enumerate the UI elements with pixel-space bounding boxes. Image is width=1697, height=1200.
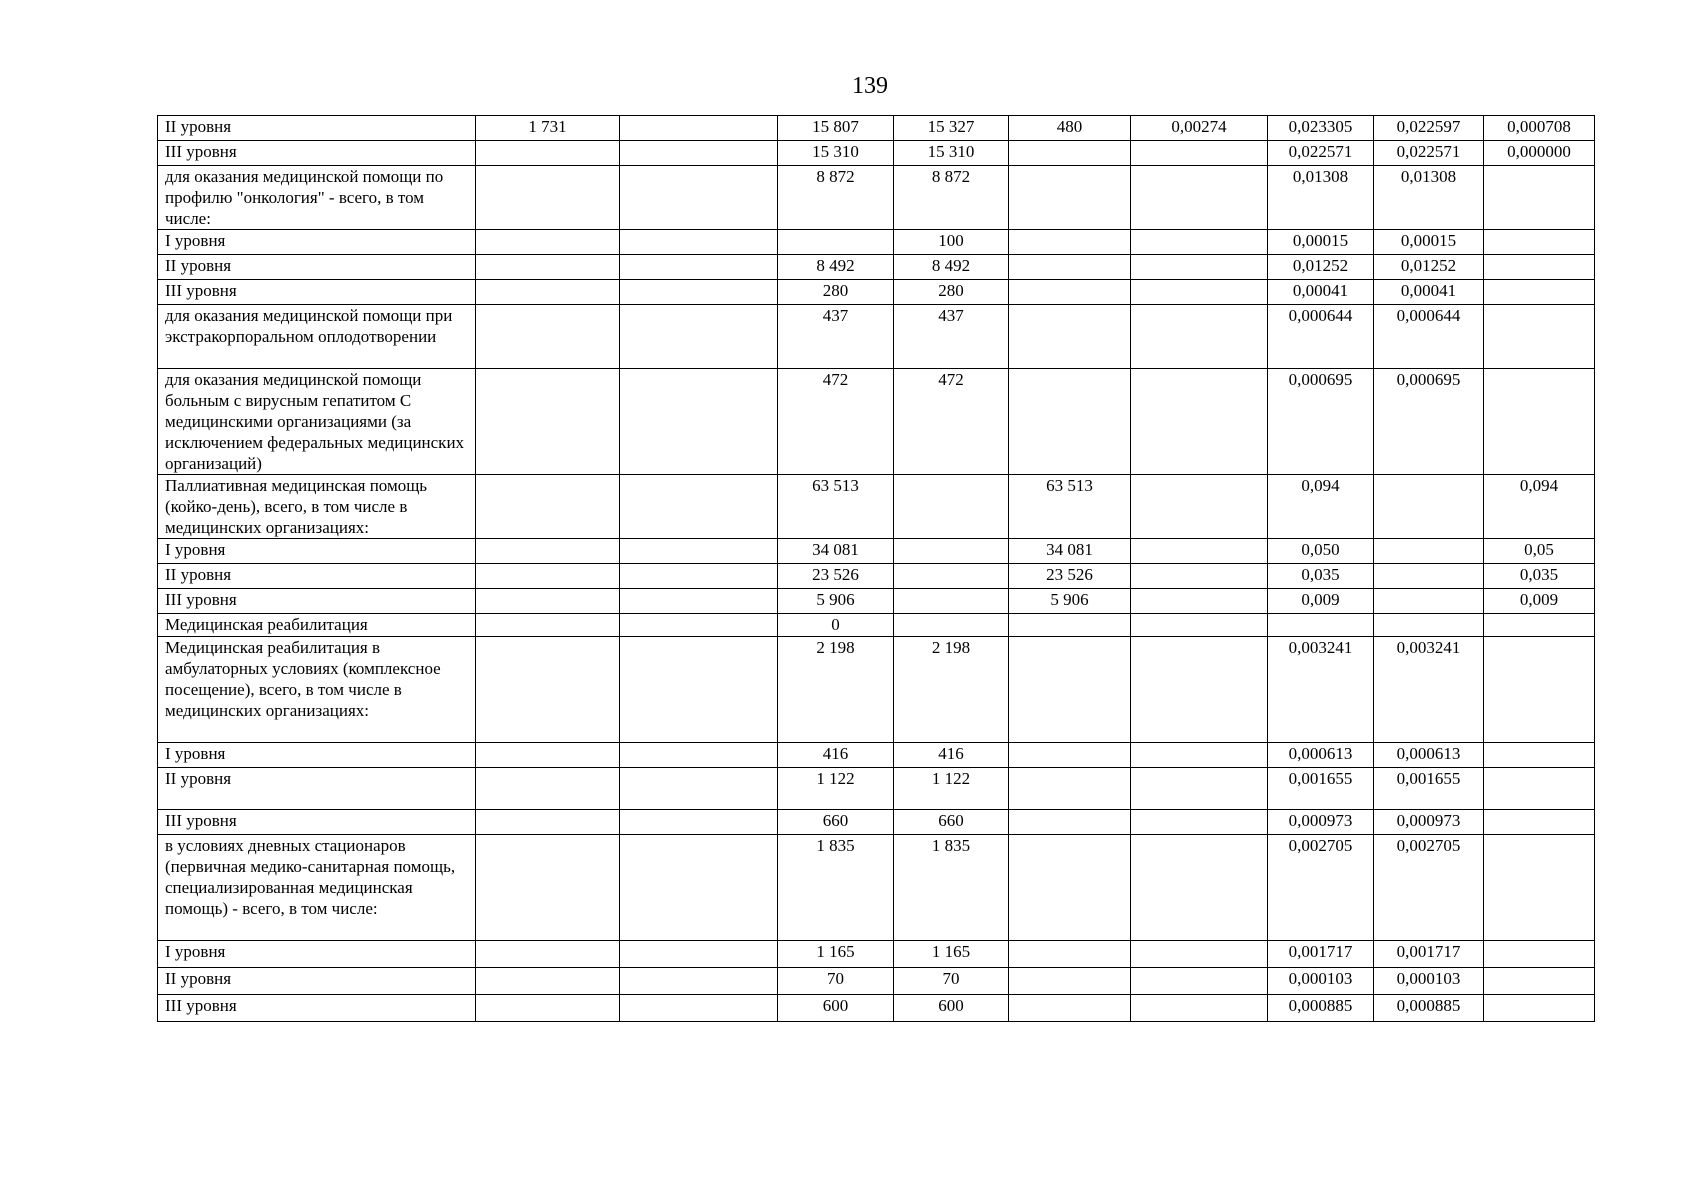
table-cell: 1 731 xyxy=(476,116,620,141)
table-cell xyxy=(1131,968,1268,995)
table-cell: 0,001717 xyxy=(1268,941,1374,968)
table-cell: 280 xyxy=(894,280,1009,305)
table-cell: 0,000885 xyxy=(1268,995,1374,1022)
table-cell xyxy=(1484,810,1595,835)
table-cell: 472 xyxy=(778,369,894,475)
table-cell: 0,001655 xyxy=(1374,768,1484,810)
table-cell: 0,094 xyxy=(1484,475,1595,539)
table-cell xyxy=(1484,995,1595,1022)
row-label: II уровня xyxy=(158,564,476,589)
table-cell: 0,009 xyxy=(1484,589,1595,614)
table-cell: 0,01308 xyxy=(1268,166,1374,230)
row-label: II уровня xyxy=(158,116,476,141)
table-cell xyxy=(620,743,778,768)
table-row xyxy=(158,968,1595,995)
table-cell xyxy=(1374,589,1484,614)
table-cell xyxy=(1484,941,1595,968)
table-cell: 0,003241 xyxy=(1268,637,1374,743)
table-cell: 0,00015 xyxy=(1268,230,1374,255)
table-cell xyxy=(894,564,1009,589)
table-cell xyxy=(620,369,778,475)
table-cell xyxy=(1131,369,1268,475)
table-cell xyxy=(1131,141,1268,166)
table-row xyxy=(158,280,1595,305)
table-cell xyxy=(894,539,1009,564)
table-cell xyxy=(1484,230,1595,255)
table-cell: 600 xyxy=(894,995,1009,1022)
table-row xyxy=(158,810,1595,835)
row-label: III уровня xyxy=(158,589,476,614)
table-cell: 660 xyxy=(894,810,1009,835)
table-cell xyxy=(1131,614,1268,637)
table-cell xyxy=(1374,614,1484,637)
table-cell xyxy=(1009,141,1131,166)
table-row xyxy=(158,141,1595,166)
table-cell xyxy=(1374,539,1484,564)
table-cell xyxy=(620,835,778,941)
table-cell xyxy=(1009,743,1131,768)
table-row xyxy=(158,305,1595,369)
table-cell xyxy=(476,768,620,810)
table-cell: 0,000644 xyxy=(1374,305,1484,369)
table-cell xyxy=(620,564,778,589)
table-cell: 23 526 xyxy=(778,564,894,589)
table-cell: 0,000695 xyxy=(1268,369,1374,475)
table-cell: 0,000613 xyxy=(1268,743,1374,768)
table-cell: 34 081 xyxy=(778,539,894,564)
table-cell: 0,035 xyxy=(1268,564,1374,589)
table-cell: 1 835 xyxy=(894,835,1009,941)
row-label: II уровня xyxy=(158,768,476,810)
table-cell: 63 513 xyxy=(778,475,894,539)
table-cell xyxy=(476,539,620,564)
row-label: Медицинская реабилитация в амбулаторных условиях (комплексное посещение), всего, в том числе в медицинских организациях: xyxy=(158,637,476,743)
table-cell: 0,05 xyxy=(1484,539,1595,564)
table-cell: 0,022571 xyxy=(1374,141,1484,166)
table-cell xyxy=(620,637,778,743)
table-row xyxy=(158,589,1595,614)
table-cell xyxy=(620,255,778,280)
table-cell xyxy=(1009,280,1131,305)
table-cell: 0,000708 xyxy=(1484,116,1595,141)
row-label: I уровня xyxy=(158,743,476,768)
table-cell: 1 835 xyxy=(778,835,894,941)
table-cell xyxy=(476,743,620,768)
table-cell xyxy=(1131,475,1268,539)
row-label: I уровня xyxy=(158,941,476,968)
table-cell xyxy=(1009,810,1131,835)
table-cell: 15 310 xyxy=(778,141,894,166)
table-cell: 0,035 xyxy=(1484,564,1595,589)
table-cell: 0,000973 xyxy=(1374,810,1484,835)
table-cell xyxy=(1268,614,1374,637)
table-cell xyxy=(1009,637,1131,743)
table-cell xyxy=(476,475,620,539)
table-cell xyxy=(1484,369,1595,475)
table-cell xyxy=(476,835,620,941)
table-cell xyxy=(894,475,1009,539)
table-row xyxy=(158,166,1595,230)
data-table xyxy=(157,115,1595,1022)
row-label: II уровня xyxy=(158,968,476,995)
table-cell xyxy=(476,255,620,280)
row-label: в условиях дневных стационаров (первичная медико-санитарная помощь, специализированная медицинская помощь) - всего, в том числе: xyxy=(158,835,476,941)
row-label: III уровня xyxy=(158,810,476,835)
table-cell xyxy=(476,369,620,475)
table-cell xyxy=(476,305,620,369)
table-cell: 15 327 xyxy=(894,116,1009,141)
table-cell: 472 xyxy=(894,369,1009,475)
table-cell xyxy=(1131,166,1268,230)
table-cell: 0,000885 xyxy=(1374,995,1484,1022)
row-label: Паллиативная медицинская помощь (койко-день), всего, в том числе в медицинских организациях: xyxy=(158,475,476,539)
table-cell: 15 310 xyxy=(894,141,1009,166)
table-cell xyxy=(476,995,620,1022)
table-cell xyxy=(620,539,778,564)
table-cell: 70 xyxy=(894,968,1009,995)
table-row xyxy=(158,255,1595,280)
table-cell: 1 165 xyxy=(778,941,894,968)
table-cell: 63 513 xyxy=(1009,475,1131,539)
table-row xyxy=(158,116,1595,141)
table-cell xyxy=(1131,280,1268,305)
table-cell: 0,003241 xyxy=(1374,637,1484,743)
row-label: для оказания медицинской помощи при экстракорпоральном оплодотворении xyxy=(158,305,476,369)
table-cell xyxy=(1131,564,1268,589)
row-label: Медицинская реабилитация xyxy=(158,614,476,637)
table-row xyxy=(158,230,1595,255)
table-cell xyxy=(1374,475,1484,539)
table-cell xyxy=(620,768,778,810)
table-cell: 0,050 xyxy=(1268,539,1374,564)
table-cell: 0,002705 xyxy=(1268,835,1374,941)
table-cell: 0,022571 xyxy=(1268,141,1374,166)
table-cell xyxy=(1484,768,1595,810)
table-cell: 0,009 xyxy=(1268,589,1374,614)
table-cell: 0,00041 xyxy=(1374,280,1484,305)
table-cell: 600 xyxy=(778,995,894,1022)
table-cell xyxy=(1009,255,1131,280)
table-row xyxy=(158,614,1595,637)
table-cell xyxy=(1484,835,1595,941)
table-cell: 416 xyxy=(894,743,1009,768)
table-cell xyxy=(1009,614,1131,637)
table-cell xyxy=(620,116,778,141)
table-cell: 0,000644 xyxy=(1268,305,1374,369)
table-cell xyxy=(1484,280,1595,305)
row-label: II уровня xyxy=(158,255,476,280)
table-cell xyxy=(778,230,894,255)
table-cell: 0,000000 xyxy=(1484,141,1595,166)
table-cell xyxy=(476,941,620,968)
table-cell: 0,001655 xyxy=(1268,768,1374,810)
table-cell xyxy=(1484,614,1595,637)
table-cell: 8 492 xyxy=(894,255,1009,280)
table-row xyxy=(158,835,1595,941)
table-cell: 70 xyxy=(778,968,894,995)
table-cell: 8 492 xyxy=(778,255,894,280)
table-cell xyxy=(1009,968,1131,995)
table-cell: 0,002705 xyxy=(1374,835,1484,941)
table-cell: 0,01252 xyxy=(1268,255,1374,280)
table-cell xyxy=(620,968,778,995)
table-cell xyxy=(476,230,620,255)
table-cell xyxy=(1131,589,1268,614)
table-cell xyxy=(1009,369,1131,475)
table-cell: 0,000695 xyxy=(1374,369,1484,475)
table-cell xyxy=(620,230,778,255)
table-cell xyxy=(1484,255,1595,280)
table-cell xyxy=(1009,835,1131,941)
table-cell xyxy=(1131,743,1268,768)
table-cell xyxy=(1131,810,1268,835)
table-cell xyxy=(1484,166,1595,230)
table-cell: 34 081 xyxy=(1009,539,1131,564)
table-cell xyxy=(1131,637,1268,743)
table-cell xyxy=(476,810,620,835)
table-row xyxy=(158,637,1595,743)
table-cell: 660 xyxy=(778,810,894,835)
table-cell: 0,000103 xyxy=(1268,968,1374,995)
table-cell: 15 807 xyxy=(778,116,894,141)
table-cell xyxy=(1131,230,1268,255)
table-cell: 0,022597 xyxy=(1374,116,1484,141)
table-cell: 480 xyxy=(1009,116,1131,141)
table-cell: 437 xyxy=(778,305,894,369)
table-cell: 0,00274 xyxy=(1131,116,1268,141)
table-row xyxy=(158,743,1595,768)
table-cell xyxy=(620,280,778,305)
table-cell: 23 526 xyxy=(1009,564,1131,589)
table-cell: 0,01308 xyxy=(1374,166,1484,230)
table-cell xyxy=(1131,305,1268,369)
table-cell xyxy=(620,141,778,166)
table-cell: 1 122 xyxy=(778,768,894,810)
table-cell xyxy=(1484,305,1595,369)
table-cell xyxy=(620,305,778,369)
table-cell: 5 906 xyxy=(1009,589,1131,614)
table-cell xyxy=(1009,941,1131,968)
table-cell xyxy=(1484,637,1595,743)
table-cell: 0,00041 xyxy=(1268,280,1374,305)
table-cell xyxy=(1131,941,1268,968)
table-cell xyxy=(476,166,620,230)
table-cell: 0,023305 xyxy=(1268,116,1374,141)
table-cell xyxy=(1009,230,1131,255)
table-cell xyxy=(476,280,620,305)
table-cell xyxy=(476,614,620,637)
table-cell: 5 906 xyxy=(778,589,894,614)
table-cell xyxy=(894,614,1009,637)
table-row xyxy=(158,539,1595,564)
table-cell: 416 xyxy=(778,743,894,768)
table-cell xyxy=(476,589,620,614)
table-cell xyxy=(1009,166,1131,230)
table-cell xyxy=(620,589,778,614)
table-cell: 280 xyxy=(778,280,894,305)
table-cell xyxy=(620,941,778,968)
table-cell xyxy=(476,968,620,995)
table-cell xyxy=(1009,305,1131,369)
row-label: I уровня xyxy=(158,230,476,255)
table-cell xyxy=(620,475,778,539)
table-row xyxy=(158,941,1595,968)
table-cell xyxy=(620,614,778,637)
table-cell xyxy=(476,141,620,166)
table-cell xyxy=(1131,835,1268,941)
table-cell: 1 165 xyxy=(894,941,1009,968)
table-cell xyxy=(1484,743,1595,768)
table-cell: 0 xyxy=(778,614,894,637)
table-cell xyxy=(620,166,778,230)
table-cell: 8 872 xyxy=(894,166,1009,230)
table-cell: 0,00015 xyxy=(1374,230,1484,255)
row-label: III уровня xyxy=(158,280,476,305)
table-cell: 0,000973 xyxy=(1268,810,1374,835)
table-row xyxy=(158,995,1595,1022)
table-cell xyxy=(1374,564,1484,589)
table-cell xyxy=(1009,995,1131,1022)
table-cell xyxy=(1009,768,1131,810)
table-cell: 2 198 xyxy=(894,637,1009,743)
table-cell xyxy=(620,995,778,1022)
table-cell xyxy=(620,810,778,835)
table-cell xyxy=(476,564,620,589)
table-cell xyxy=(1131,995,1268,1022)
table-cell: 0,001717 xyxy=(1374,941,1484,968)
table-cell: 100 xyxy=(894,230,1009,255)
table-cell: 437 xyxy=(894,305,1009,369)
table-cell: 0,01252 xyxy=(1374,255,1484,280)
table-cell xyxy=(1131,768,1268,810)
table-cell: 0,000103 xyxy=(1374,968,1484,995)
page-number: 139 xyxy=(852,73,888,99)
table-cell: 0,000613 xyxy=(1374,743,1484,768)
table-row xyxy=(158,564,1595,589)
table-cell xyxy=(894,589,1009,614)
table-row xyxy=(158,475,1595,539)
row-label: для оказания медицинской помощи больным с вирусным гепатитом С медицинскими организациями (за исключением федеральных медицинских организаций) xyxy=(158,369,476,475)
table-cell: 0,094 xyxy=(1268,475,1374,539)
table-row xyxy=(158,369,1595,475)
table-cell: 8 872 xyxy=(778,166,894,230)
table-row xyxy=(158,768,1595,810)
row-label: I уровня xyxy=(158,539,476,564)
table-cell: 2 198 xyxy=(778,637,894,743)
table-cell xyxy=(1484,968,1595,995)
row-label: III уровня xyxy=(158,995,476,1022)
row-label: III уровня xyxy=(158,141,476,166)
table-cell xyxy=(476,637,620,743)
row-label: для оказания медицинской помощи по профилю "онкология" - всего, в том числе: xyxy=(158,166,476,230)
table-cell xyxy=(1131,539,1268,564)
table-cell xyxy=(1131,255,1268,280)
table-cell: 1 122 xyxy=(894,768,1009,810)
